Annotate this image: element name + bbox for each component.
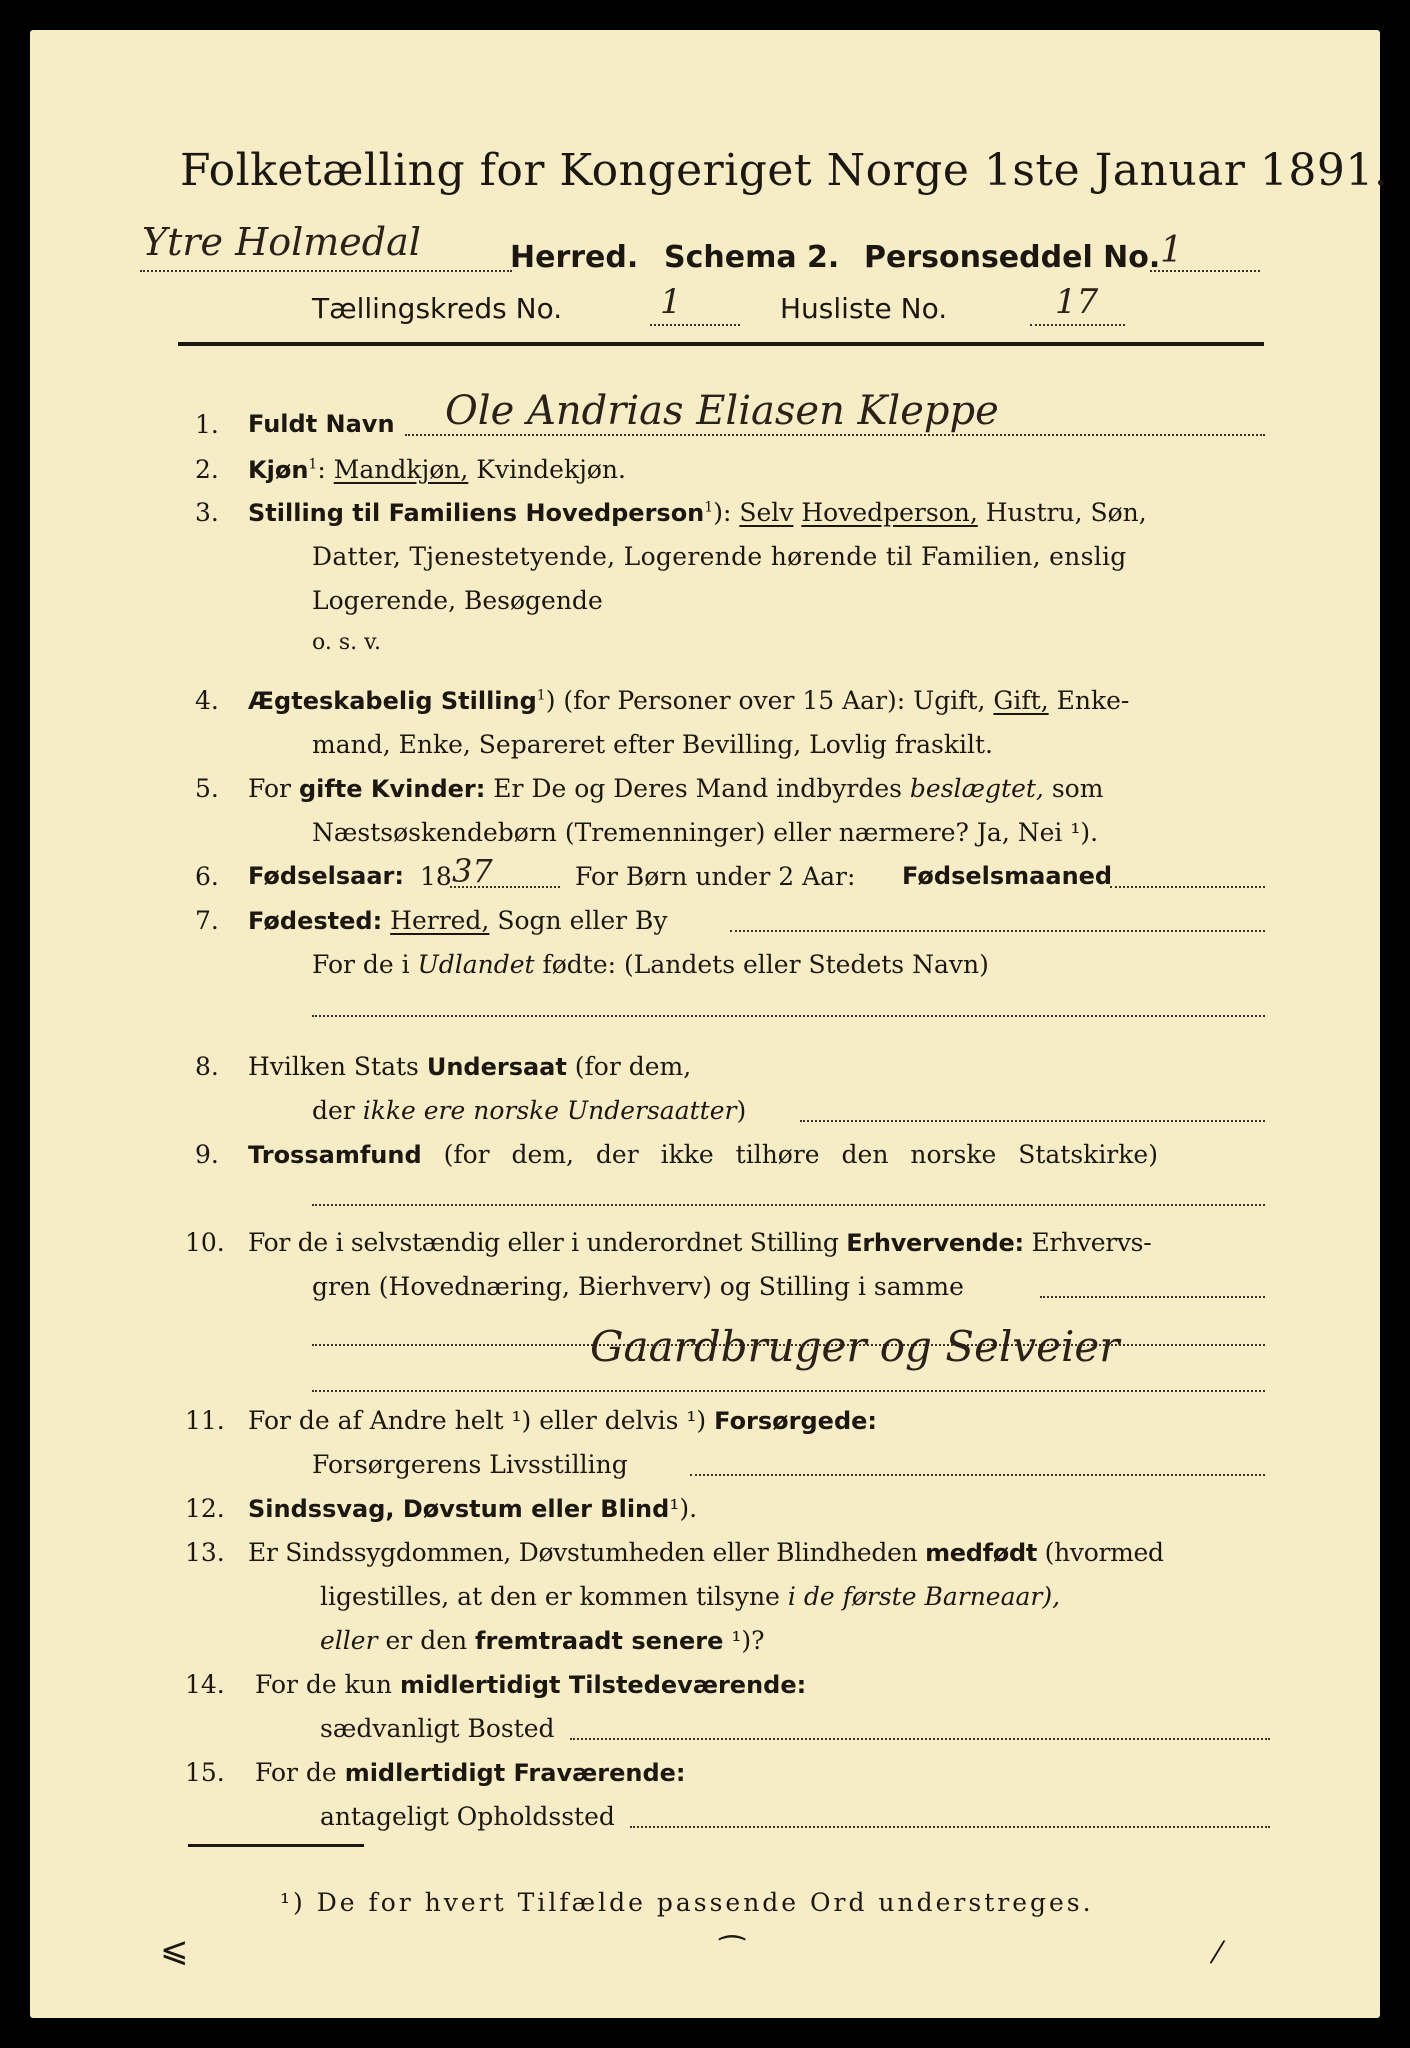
item-10-num: 10. xyxy=(185,1228,225,1257)
item-13-num: 13. xyxy=(185,1538,225,1567)
item-13-line2it: i de første Barneaar), xyxy=(787,1582,1061,1611)
item-7-opt-herred: Herred, xyxy=(390,906,490,935)
item-3-line1 xyxy=(248,498,1147,527)
item-8-line2 xyxy=(312,1096,746,1125)
item-3-colon: ): xyxy=(713,498,732,527)
item-11-line2: Forsørgerens Livsstilling xyxy=(312,1450,628,1479)
item-3-line3: Logerende, Besøgende xyxy=(312,586,603,615)
item-3-line4: o. s. v. xyxy=(312,630,381,655)
husliste-label: Husliste No. xyxy=(780,292,948,325)
kreds-value: 1 xyxy=(660,282,682,322)
item-13-line3b: fremtraadt senere xyxy=(475,1627,724,1655)
item-1-num: 1. xyxy=(195,410,219,439)
item-13-line3c: ¹)? xyxy=(731,1626,765,1655)
item-5-label: gifte Kvinder: xyxy=(298,775,486,803)
item-2-label: Kjøn xyxy=(248,456,309,484)
item-13-rest: (hvormed xyxy=(1044,1538,1164,1567)
item-2-sup: 1 xyxy=(308,456,318,473)
item-2-line xyxy=(248,455,626,484)
item-15-line2: antageligt Opholdssted xyxy=(320,1802,615,1831)
item-10-dots3 xyxy=(312,1390,1265,1392)
item-3-num: 3. xyxy=(195,498,219,527)
item-3-sup: 1 xyxy=(704,499,714,516)
item-10-rest: Erhvervs- xyxy=(1031,1228,1152,1257)
item-10-dots1 xyxy=(1040,1296,1265,1298)
item-12-line1 xyxy=(248,1494,697,1523)
item-13-pre: Er Sindssygdommen, Døvstumheden eller Blindheden xyxy=(248,1538,918,1567)
item-7-line2b: fødte: (Landets eller Stedets Navn) xyxy=(542,950,989,979)
item-14-line2: sædvanligt Bosted xyxy=(320,1714,555,1743)
item-7-label: Fødested: xyxy=(248,907,383,935)
item-9-line1 xyxy=(248,1140,1158,1169)
item-6-num: 6. xyxy=(195,862,219,891)
item-8-line2b: ) xyxy=(736,1096,747,1125)
item-6-year-value: 37 xyxy=(452,852,493,890)
item-8-pre: Hvilken Stats xyxy=(248,1052,419,1081)
item-3-opt-hoved: Hovedperson, xyxy=(801,498,978,527)
item-11-pre: For de af Andre helt ¹) eller delvis ¹) xyxy=(248,1406,707,1435)
item-7-rest: Sogn eller By xyxy=(497,906,668,935)
husliste-dots xyxy=(1030,324,1125,326)
item-6-mid: For Børn under 2 Aar: xyxy=(575,862,856,891)
item-7-line2it: Udlandet xyxy=(417,950,535,979)
item-2-opt2: Kvindekjøn. xyxy=(476,455,626,484)
margin-mark-right: ⁄ xyxy=(1215,1936,1221,1971)
item-11-dots xyxy=(690,1474,1265,1476)
personseddel-value: 1 xyxy=(1160,230,1183,271)
footnote-rule xyxy=(188,1844,364,1847)
item-7-line2 xyxy=(312,950,989,979)
item-15-pre: For de xyxy=(255,1758,337,1787)
item-5-it: beslægtet, xyxy=(909,774,1044,803)
item-13-line2a: ligestilles, at den er kommen tilsyne xyxy=(320,1582,780,1611)
item-2-opt1: Mandkjøn, xyxy=(333,455,469,484)
item-5-pre: For xyxy=(248,774,291,803)
item-7-line1 xyxy=(248,906,668,935)
item-9-dots xyxy=(312,1204,1265,1206)
item-9-rest: (for dem, der ikke tilhøre den norske Statskirke) xyxy=(443,1140,1158,1169)
item-4-num: 4. xyxy=(195,686,219,715)
item-14-num: 14. xyxy=(185,1670,225,1699)
item-3-label: Stilling til Familiens Hovedperson xyxy=(248,499,705,527)
item-2-num: 2. xyxy=(195,455,219,484)
form-title: Folketælling for Kongeriget Norge 1ste Januar 1891. xyxy=(180,145,1389,196)
item-5-end: som xyxy=(1051,774,1104,803)
item-1-dots xyxy=(405,434,1265,436)
item-4-mid: ) (for Personer over 15 Aar): Ugift, xyxy=(545,686,986,715)
item-13-line3a: er den xyxy=(385,1626,468,1655)
item-9-num: 9. xyxy=(195,1140,219,1169)
item-3-opt-selv: Selv xyxy=(739,498,794,527)
item-15-label: midlertidigt Fraværende: xyxy=(344,1759,686,1787)
item-13-line1 xyxy=(248,1538,1164,1567)
herred-label: Herred. xyxy=(510,240,639,275)
margin-mark-center: ⁀ xyxy=(720,1936,745,1971)
item-10-line1 xyxy=(248,1228,1151,1257)
item-4-line2: mand, Enke, Separeret efter Bevilling, Lovlig fraskilt. xyxy=(312,730,993,759)
kreds-dots xyxy=(650,324,740,326)
item-12-label: Sindssvag, Døvstum eller Blind xyxy=(248,1495,670,1523)
item-10-label: Erhvervende: xyxy=(846,1229,1024,1257)
item-8-rest: (for dem, xyxy=(574,1052,692,1081)
husliste-value: 17 xyxy=(1055,282,1099,322)
item-4-opt-gift: Gift, xyxy=(993,686,1049,715)
item-4-line1 xyxy=(248,686,1129,715)
item-4-rest: Enke- xyxy=(1056,686,1130,715)
item-5-num: 5. xyxy=(195,774,219,803)
item-4-sup: 1 xyxy=(536,687,546,704)
item-7-dots xyxy=(730,930,1265,932)
item-7-line2a: For de i xyxy=(312,950,410,979)
item-10-value: Gaardbruger og Selveier xyxy=(590,1322,1120,1371)
item-7-dots2 xyxy=(312,1015,1265,1017)
herred-value: Ytre Holmedal xyxy=(142,220,421,264)
kreds-label: Tællingskreds No. xyxy=(312,292,563,325)
header-rule xyxy=(178,342,1264,346)
item-11-label: Forsørgede: xyxy=(714,1407,878,1435)
herred-dots xyxy=(140,270,512,272)
item-1-value: Ole Andrias Eliasen Kleppe xyxy=(445,388,999,434)
item-8-line1 xyxy=(248,1052,691,1081)
item-11-num: 11. xyxy=(185,1406,225,1435)
item-6-year-dots xyxy=(450,886,560,888)
item-6-year-prefix: 18 xyxy=(420,862,452,891)
item-8-label: Undersaat xyxy=(426,1053,567,1081)
item-13-line2 xyxy=(320,1582,1060,1611)
item-10-line2: gren (Hovednæring, Bierhverv) og Stilling i samme xyxy=(312,1272,964,1301)
item-6-dots xyxy=(1110,886,1265,888)
item-13-line3 xyxy=(320,1626,765,1655)
item-13-line3it: eller xyxy=(320,1626,378,1655)
item-15-line1 xyxy=(255,1758,686,1787)
item-9-label: Trossamfund xyxy=(248,1141,422,1169)
item-14-line1 xyxy=(255,1670,806,1699)
personseddel-label: Personseddel No. xyxy=(864,240,1161,275)
item-5-line2: Næstsøskendebørn (Tremenninger) eller nærmere? Ja, Nei ¹). xyxy=(312,818,1099,847)
item-3-line2: Datter, Tjenestetyende, Logerende hørende til Familien, enslig xyxy=(312,542,1127,571)
item-6-label2: Fødselsmaaned xyxy=(902,862,1113,890)
item-12-tail: ¹). xyxy=(669,1494,698,1523)
item-15-dots xyxy=(630,1826,1270,1828)
item-5-line1 xyxy=(248,774,1103,803)
item-8-num: 8. xyxy=(195,1052,219,1081)
item-14-pre: For de kun xyxy=(255,1670,393,1699)
item-6-label: Fødselsaar: xyxy=(248,862,404,890)
item-15-num: 15. xyxy=(185,1758,225,1787)
margin-mark-left: ⩽ xyxy=(160,1930,189,1970)
item-2-colon: : xyxy=(317,455,326,484)
item-4-label: Ægteskabelig Stilling xyxy=(248,687,537,715)
item-8-dots xyxy=(800,1120,1265,1122)
item-3-rest1: Hustru, Søn, xyxy=(985,498,1147,527)
item-7-num: 7. xyxy=(195,906,219,935)
item-12-num: 12. xyxy=(185,1494,225,1523)
item-11-line1 xyxy=(248,1406,877,1435)
item-8-line2a: der xyxy=(312,1096,355,1125)
item-13-label: medfødt xyxy=(925,1539,1038,1567)
schema-label: Schema 2. xyxy=(664,240,840,275)
item-10-pre: For de i selvstændig eller i underordnet Stilling xyxy=(248,1228,839,1257)
personseddel-dots xyxy=(1150,270,1260,272)
item-1-label: Fuldt Navn xyxy=(248,410,395,438)
census-form-sheet xyxy=(30,30,1389,2018)
item-8-line2it: ikke ere norske Undersaatter xyxy=(362,1096,737,1125)
item-14-dots xyxy=(570,1738,1270,1740)
item-5-mid: Er De og Deres Mand indbyrdes xyxy=(493,774,902,803)
footnote: ¹) De for hvert Tilfælde passende Ord understreges. xyxy=(280,1888,1094,1917)
item-14-label: midlertidigt Tilstedeværende: xyxy=(399,1671,807,1699)
